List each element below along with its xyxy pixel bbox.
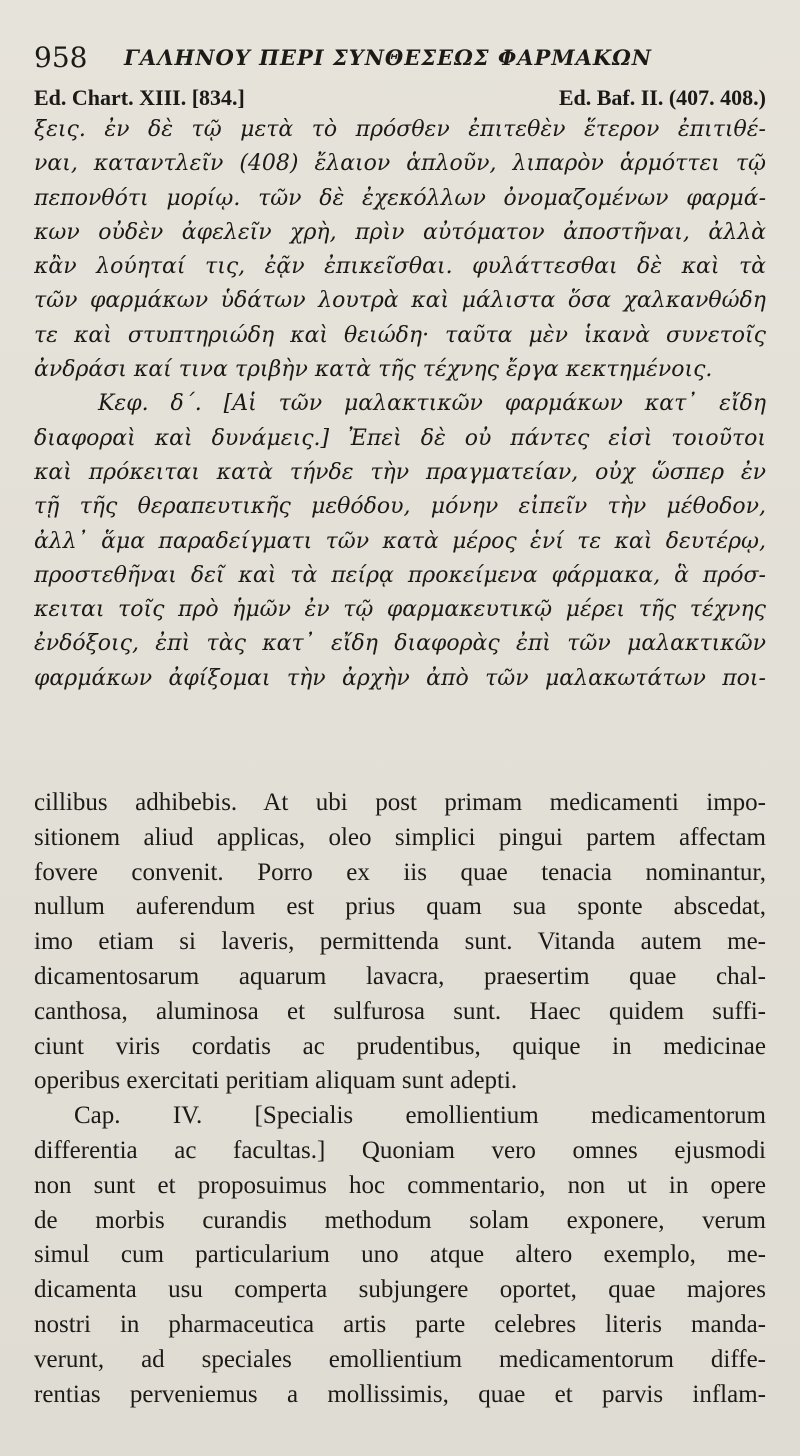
latin-line: differentia ac facultas.] Quoniam vero omnes ejusmodi	[34, 1136, 766, 1164]
greek-text-block	[34, 113, 766, 696]
latin-line: sitionem aliud applicas, oleo simplici pingui partem affectam	[34, 823, 766, 851]
greek-line: τῇ τῆς θεραπευτικῆς μεθόδου, μόνην εἰπεῖν τὴν μέθοδον,	[34, 494, 766, 520]
latin-line: imo etiam si laveris, permittenda sunt. Vitanda autem me-	[34, 928, 766, 956]
edition-reference-right: Ed. Baf. II. (407. 408.)	[558, 85, 766, 110]
greek-line: ἀλλ᾽ ἅμα παραδείγματι τῶν κατὰ μέρος ἑνί τε καὶ δευτέρῳ,	[34, 528, 766, 554]
edition-reference-line	[34, 82, 766, 114]
latin-line: verunt, ad speciales emollientium medicamentorum diffe-	[34, 1345, 766, 1373]
greek-line: ἀνδράσι καί τινα τριβὴν κατὰ τῆς τέχνης ἔργα κεκτημένοις.	[34, 357, 713, 383]
latin-line: simul cum particularium uno atque altero exemplo, me-	[34, 1241, 766, 1269]
greek-line: διαφοραὶ καὶ δυνάμεις.] Ἐπεὶ δὲ οὐ πάντες εἰσὶ τοιοῦτοι	[34, 425, 766, 451]
greek-line: ξεις. ἐν δὲ τῷ μετὰ τὸ πρόσθεν ἐπιτεθὲν ἕτερον ἐπιτιθέ-	[34, 117, 766, 142]
greek-chapter-heading-line: Κεφ. δ΄. [Αἱ τῶν μαλακτικῶν φαρμάκων κατ᾽ εἴδη	[98, 391, 766, 417]
latin-line: rentias perveniemus a mollissimis, quae et parvis inflam-	[34, 1380, 766, 1408]
latin-line: operibus exercitati peritiam aliquam sunt adepti.	[34, 1067, 518, 1095]
greek-line: τῶν φαρμάκων ὑδάτων λουτρὰ καὶ μάλιστα ὅσα χαλκανθώδη	[34, 288, 766, 314]
latin-text-block	[34, 786, 766, 1412]
greek-line: ναι, καταντλεῖν (408) ἔλαιον ἁπλοῦν, λιπαρὸν ἁρμόττει τῷ	[34, 151, 766, 177]
latin-line: nostri in pharmaceutica artis parte celebres literis manda-	[34, 1310, 766, 1338]
greek-line: προστεθῆναι δεῖ καὶ τὰ πείρᾳ προκείμενα φάρμακα, ἃ πρόσ-	[34, 562, 766, 588]
latin-chapter-heading-line: Cap. IV. [Specialis emollientium medicamentorum	[74, 1102, 766, 1130]
greek-line: τε καὶ στυπτηριώδη καὶ θειώδη· ταῦτα μὲν ἱκανὰ συνετοῖς	[34, 322, 766, 348]
latin-line: dicamentosarum aquarum lavacra, praesertim quae chal-	[34, 962, 766, 990]
page-number: 958	[34, 41, 88, 74]
page-header	[34, 38, 766, 78]
latin-line: fovere convenit. Porro ex iis quae tenacia nominantur,	[34, 858, 766, 886]
latin-line: nullum auferendum est prius quam sua sponte abscedat,	[34, 893, 766, 921]
greek-line: καὶ πρόκειται κατὰ τήνδε τὴν πραγματείαν, οὐχ ὥσπερ ἐν	[34, 459, 766, 485]
latin-line: cillibus adhibebis. At ubi post primam medicamenti impo-	[34, 789, 766, 816]
latin-line: dicamenta usu comperta subjungere oportet, quae majores	[34, 1276, 766, 1304]
greek-line: πεπονθότι μορίῳ. τῶν δὲ ἐχεκόλλων ὀνομαζομένων φαρμά-	[34, 185, 766, 211]
greek-line: φαρμάκων ἀφίξομαι τὴν ἀρχὴν ἀπὸ τῶν μαλακωτάτων ποι-	[34, 665, 766, 691]
latin-line: non sunt et proposuimus hoc commentario, non ut in opere	[34, 1171, 766, 1199]
latin-line: canthosa, aluminosa et sulfurosa sunt. Haec quidem suffi-	[34, 997, 766, 1025]
latin-line: ciunt viris cordatis ac prudentibus, quique in medicinae	[34, 1032, 766, 1060]
greek-line: ἐνδόξοις, ἐπὶ τὰς κατ᾽ εἴδη διαφορὰς ἐπὶ τῶν μαλακτικῶν	[34, 631, 766, 657]
greek-line: κἂν λούηταί τις, ἐᾷν ἐπικεῖσθαι. φυλάττεσθαι δὲ καὶ τὰ	[34, 254, 766, 280]
greek-line: κων οὐδὲν ἀφελεῖν χρὴ, πρὶν αὐτόματον ἀποστῆναι, ἀλλὰ	[34, 219, 766, 245]
latin-line: de morbis curandis methodum solam exponere, verum	[34, 1206, 766, 1234]
greek-line: κειται τοῖς πρὸ ἡμῶν ἐν τῷ φαρμακευτικῷ μέρει τῆς τέχνης	[34, 597, 766, 623]
edition-reference-left: Ed. Chart. XIII. [834.]	[34, 85, 245, 110]
running-title: ΓΑΛΗΝΟΥ ΠΕΡΙ ΣΥΝΘΕΣΕΩΣ ΦΑΡΜΑΚΩΝ	[124, 45, 652, 70]
